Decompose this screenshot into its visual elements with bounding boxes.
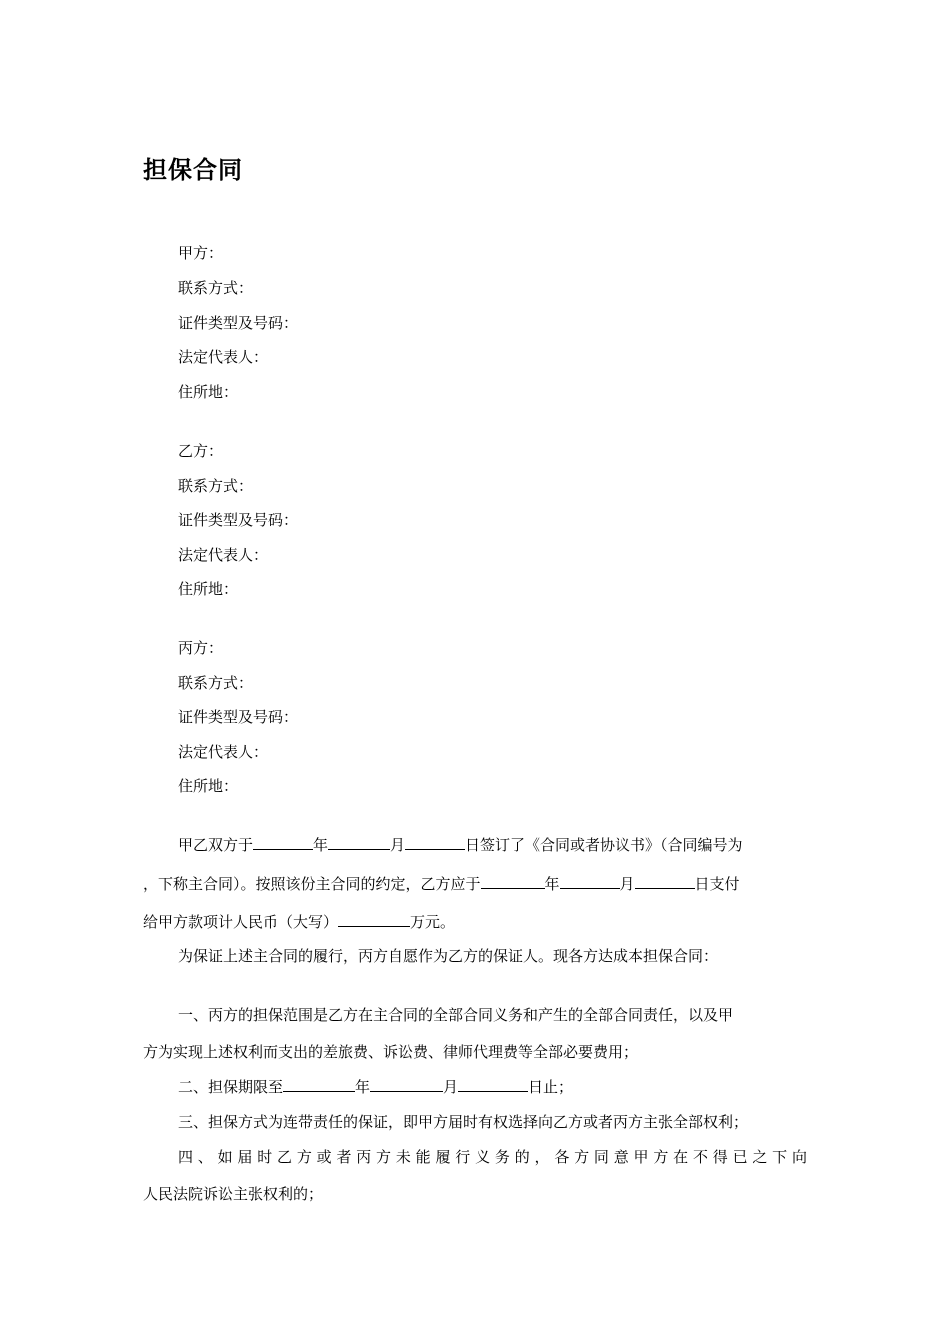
clause-1-line-1: 一、丙方的担保范围是乙方在主合同的全部合同义务和产生的全部合同责任，以及甲 bbox=[178, 1006, 734, 1024]
party-c-name-label: 丙方： bbox=[178, 639, 224, 657]
paragraph-amount bbox=[143, 912, 455, 932]
text: 日支付 bbox=[694, 875, 740, 893]
text: 万元。 bbox=[410, 913, 456, 931]
year-blank bbox=[481, 874, 545, 889]
day-blank bbox=[405, 835, 465, 850]
party-a-name-label: 甲方： bbox=[178, 244, 224, 262]
party-c-id-label: 证件类型及号码： bbox=[178, 708, 299, 726]
year-blank bbox=[283, 1077, 355, 1092]
text: 月 bbox=[443, 1078, 459, 1096]
clause-4-line-2: 人民法院诉讼主张权利的； bbox=[143, 1185, 324, 1203]
paragraph-guarantee-intent: 为保证上述主合同的履行，丙方自愿作为乙方的保证人。现各方达成本担保合同： bbox=[178, 947, 719, 965]
party-a-id-label: 证件类型及号码： bbox=[178, 314, 299, 332]
text: 二、担保期限至 bbox=[178, 1078, 284, 1096]
text: 日止； bbox=[528, 1078, 574, 1096]
year-blank bbox=[253, 835, 313, 850]
party-c-address-label: 住所地： bbox=[178, 777, 239, 795]
clause-4-line-1: 四、如届时乙方或者丙方未能履行义务的，各方同意甲方在不得已之下向 bbox=[178, 1148, 807, 1166]
amount-blank bbox=[338, 912, 410, 927]
party-b-representative-label: 法定代表人： bbox=[178, 546, 269, 564]
party-b-address-label: 住所地： bbox=[178, 580, 239, 598]
month-blank bbox=[328, 835, 390, 850]
party-a-representative-label: 法定代表人： bbox=[178, 348, 269, 366]
text: ，下称主合同）。按照该份主合同的约定，乙方应于 bbox=[143, 875, 481, 893]
party-c-contact-label: 联系方式： bbox=[178, 674, 254, 692]
month-blank bbox=[560, 874, 620, 889]
clause-1-line-2: 方为实现上述权利而支出的差旅费、诉讼费、律师代理费等全部必要费用； bbox=[143, 1043, 639, 1061]
text: 日签订了《合同或者协议书》（合同编号为 bbox=[465, 836, 743, 854]
day-blank bbox=[458, 1077, 528, 1092]
month-blank bbox=[370, 1077, 443, 1092]
text: 年 bbox=[313, 836, 329, 854]
party-b-name-label: 乙方： bbox=[178, 442, 224, 460]
party-a-contact-label: 联系方式： bbox=[178, 279, 254, 297]
day-blank bbox=[635, 874, 695, 889]
clause-2 bbox=[178, 1077, 573, 1097]
paragraph-payment bbox=[143, 874, 740, 894]
party-b-contact-label: 联系方式： bbox=[178, 477, 254, 495]
party-b-id-label: 证件类型及号码： bbox=[178, 511, 299, 529]
party-c-representative-label: 法定代表人： bbox=[178, 743, 269, 761]
text: 年 bbox=[544, 875, 560, 893]
text: 给甲方款项计人民币（大写） bbox=[143, 913, 339, 931]
clause-3: 三、担保方式为连带责任的保证，即甲方届时有权选择向乙方或者丙方主张全部权利； bbox=[178, 1113, 749, 1131]
text: 月 bbox=[619, 875, 635, 893]
document-title: 担保合同 bbox=[143, 156, 243, 184]
text: 甲乙双方于 bbox=[178, 836, 254, 854]
text: 月 bbox=[390, 836, 406, 854]
paragraph-signing bbox=[178, 835, 743, 855]
text: 年 bbox=[355, 1078, 371, 1096]
party-a-address-label: 住所地： bbox=[178, 383, 239, 401]
